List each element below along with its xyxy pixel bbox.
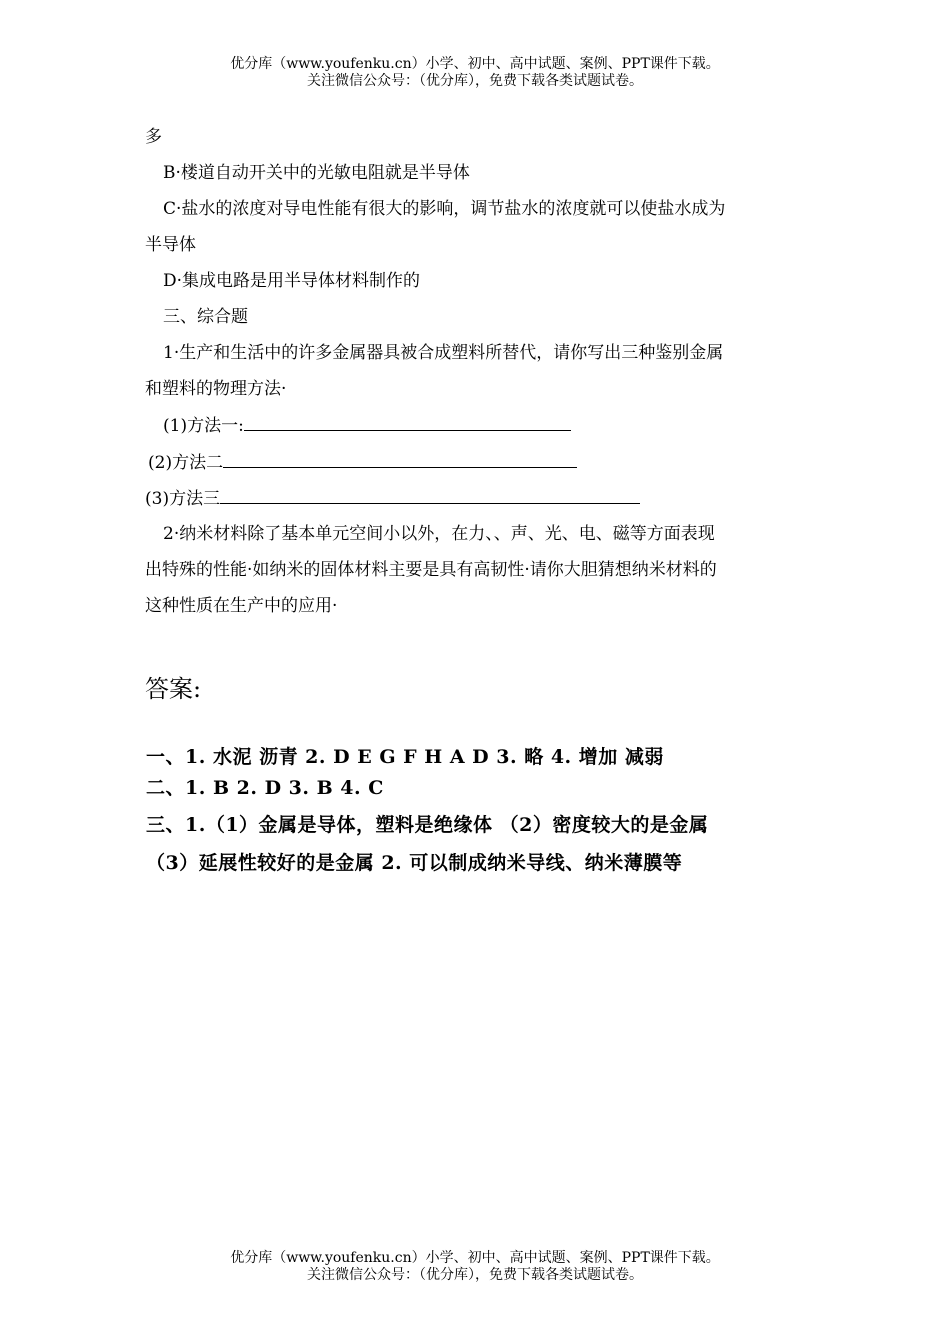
page-footer: [0, 1250, 950, 1284]
method-3-row: [145, 487, 640, 510]
answer-section-3: 三、1.（1）金属是导体，塑料是绝缘体 （2）密度较大的是金属: [146, 814, 709, 836]
method-3-label: (3)方法三: [145, 489, 221, 509]
question-1: 1·生产和生活中的许多金属器具被合成塑料所替代，请你写出三种鉴别金属: [163, 343, 724, 363]
answer-blank-3: [220, 487, 640, 504]
answer-blank-2: [223, 451, 577, 468]
answer-section-1: 一、1. 水泥 沥青 2. D E G F H A D 3. 略 4. 增加 减弱: [146, 746, 664, 768]
footer-line-1: 优分库（www.youfenku.cn）小学、初中、高中试题、案例、PPT课件下载。: [230, 1250, 720, 1266]
method-1-label: (1)方法一:: [163, 416, 244, 436]
page-header: [0, 56, 950, 90]
question-2-continuation-1: 出特殊的性能·如纳米的固体材料主要是具有高韧性·请你大胆猜想纳米材料的: [145, 560, 717, 580]
question-2: 2·纳米材料除了基本单元空间小以外，在力、、声、光、电、磁等方面表现: [163, 524, 715, 544]
method-1-row: [163, 414, 571, 437]
answers-title: 答案:: [145, 675, 202, 703]
question-1-continuation: 和塑料的物理方法·: [145, 379, 287, 399]
answer-blank-1: [244, 414, 571, 431]
option-b: B·楼道自动开关中的光敏电阻就是半导体: [163, 163, 470, 183]
option-c: C·盐水的浓度对导电性能有很大的影响，调节盐水的浓度就可以使盐水成为: [163, 199, 726, 219]
question-2-continuation-2: 这种性质在生产中的应用·: [145, 596, 338, 616]
answer-section-3-continuation: （3）延展性较好的是金属 2. 可以制成纳米导线、纳米薄膜等: [146, 852, 683, 874]
answer-section-2: 二、1. B 2. D 3. B 4. C: [146, 777, 384, 799]
option-c-continuation: 半导体: [145, 235, 196, 255]
footer-line-2: 关注微信公众号：（优分库），免费下载各类试题试卷。: [307, 1267, 643, 1283]
text-line-continuation: 多: [145, 127, 162, 147]
option-d: D·集成电路是用半导体材料制作的: [163, 271, 421, 291]
method-2-label: (2)方法二: [148, 453, 224, 473]
section-heading: 三、综合题: [163, 307, 248, 327]
method-2-row: [148, 451, 577, 474]
header-line-1: 优分库（www.youfenku.cn）小学、初中、高中试题、案例、PPT课件下载。: [230, 56, 720, 72]
header-line-2: 关注微信公众号：（优分库），免费下载各类试题试卷。: [307, 73, 643, 89]
